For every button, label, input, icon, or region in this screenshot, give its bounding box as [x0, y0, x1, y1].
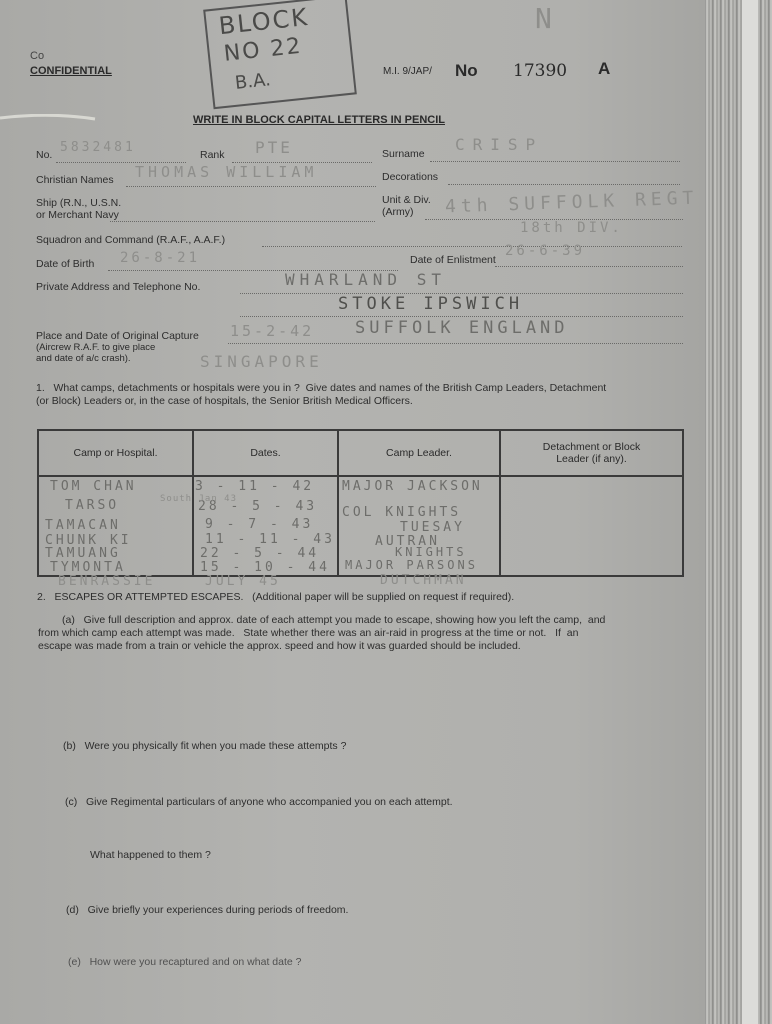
- rank-label: Rank: [200, 149, 225, 161]
- confidential-label: CONFIDENTIAL: [30, 65, 112, 77]
- page-edge-sheet: [742, 0, 758, 1024]
- decorations-label: Decorations: [382, 171, 439, 183]
- no-value: 5832481: [60, 140, 136, 155]
- date-6: 15 - 10 - 44: [200, 560, 330, 575]
- date-1: 3 - 11 - 42: [195, 479, 315, 494]
- capture-label-2: (Aircrew R.A.F. to give place: [36, 342, 156, 353]
- date-5: 22 - 5 - 44: [200, 546, 320, 561]
- leader-6: MAJOR PARSONS: [345, 558, 478, 572]
- serial-suffix: A: [598, 59, 611, 78]
- header-dates: Dates.: [193, 430, 338, 476]
- camp-6: TYMONTA: [50, 560, 126, 575]
- leader-4: AUTRAN: [375, 534, 440, 549]
- block-stamp: [203, 0, 357, 109]
- camp-7: BENRASSIE: [58, 574, 156, 589]
- enlistment-label: Date of Enlistment: [410, 254, 496, 266]
- date-2: 28 - 5 - 43: [198, 499, 318, 514]
- surname-label: Surname: [382, 148, 425, 160]
- address-value-2: STOKE IPSWICH: [338, 294, 524, 314]
- address-value-1: WHARLAND ST: [285, 270, 446, 289]
- leader-1: MAJOR JACKSON: [342, 479, 483, 494]
- form-reference: M.I. 9/JAP/: [383, 66, 432, 77]
- unit-value-2: 18th DIV.: [520, 220, 623, 236]
- no-label: No.: [36, 149, 53, 161]
- question-2-heading: 2. ESCAPES OR ATTEMPTED ESCAPES. (Additional paper will be supplied on request if required).: [37, 591, 515, 603]
- stamp-ba: B.A.: [233, 69, 272, 94]
- christian-names-value: THOMAS WILLIAM: [135, 163, 318, 181]
- stamp-block: BLOCK: [217, 2, 311, 41]
- christian-names-line: [126, 186, 376, 187]
- camp-3: TAMACAN: [45, 518, 121, 533]
- question-2d: (d) Give briefly your experiences during periods of freedom.: [66, 904, 349, 916]
- surname-line: [430, 161, 680, 162]
- camp-2: TARSO: [65, 498, 120, 513]
- enlistment-line: [495, 266, 683, 267]
- question-2b: (b) Were you physically fit when you made these attempts ?: [63, 740, 347, 752]
- page-edges: [705, 0, 772, 1024]
- south-annotation: South Jan 43: [160, 494, 238, 504]
- christian-names-label: Christian Names: [36, 174, 114, 186]
- capture-line: [228, 343, 683, 344]
- camp-4: CHUNK KI: [45, 533, 132, 548]
- squadron-line: [262, 246, 682, 247]
- ship-label-2: or Merchant Navy: [36, 209, 119, 221]
- ship-line: [110, 221, 375, 222]
- capture-label-3: and date of a/c crash).: [36, 353, 131, 364]
- question-2a-line-3: escape was made from a train or vehicle the approx. speed and how it was guarded should be included.: [38, 640, 521, 652]
- question-2c-followup: What happened to them ?: [90, 849, 211, 861]
- question-2c: (c) Give Regimental particulars of anyone who accompanied you on each attempt.: [65, 796, 453, 808]
- instruction-heading: WRITE IN BLOCK CAPITAL LETTERS IN PENCIL: [193, 114, 445, 126]
- ship-label-1: Ship (R.N., U.S.N.: [36, 197, 122, 209]
- dob-value: 26-8-21: [120, 250, 201, 266]
- decorations-line: [448, 184, 680, 185]
- camp-1: TOM CHAN: [50, 479, 137, 494]
- unit-label-1: Unit & Div.: [382, 194, 431, 206]
- unit-value-1: 4th SUFFOLK REGT: [444, 187, 699, 218]
- serial-number: 17390: [513, 61, 568, 81]
- number-label: No: [455, 61, 478, 80]
- enlistment-value: 26-6-39: [505, 243, 586, 259]
- address-value-3: SUFFOLK ENGLAND: [355, 318, 569, 338]
- leader-5: KNIGHTS: [395, 545, 467, 559]
- camps-table: [37, 429, 684, 577]
- capture-place-value: SINGAPORE: [200, 352, 323, 371]
- capture-date-value: 15-2-42: [230, 322, 315, 340]
- rank-value: PTE: [255, 138, 293, 157]
- date-4: 11 - 11 - 43: [205, 532, 335, 547]
- capture-label-1: Place and Date of Original Capture: [36, 330, 199, 342]
- header-camp-leader: Camp Leader.: [338, 430, 500, 476]
- corner-mark: N: [535, 2, 555, 35]
- camp-5: TAMUANG: [45, 546, 121, 561]
- address-label: Private Address and Telephone No.: [36, 281, 201, 293]
- question-2e: (e) How were you recaptured and on what date ?: [68, 956, 302, 968]
- leader-3: TUESAY: [400, 520, 465, 535]
- stamp-number: NO 22: [222, 33, 304, 67]
- question-1-line-2: (or Block) Leaders or, in the case of hospitals, the Senior British Medical Officers.: [36, 395, 413, 407]
- dob-label: Date of Birth: [36, 258, 95, 270]
- address-line-2: [240, 316, 683, 317]
- unit-label-2: (Army): [382, 206, 414, 218]
- leader-7: DUTCHMAN: [380, 573, 467, 588]
- header-detachment-leader: Detachment or Block Leader (if any).: [500, 430, 683, 476]
- surname-value: CRISP: [455, 135, 544, 154]
- date-3: 9 - 7 - 43: [205, 517, 314, 532]
- header-camp: Camp or Hospital.: [38, 430, 193, 476]
- squadron-label: Squadron and Command (R.A.F., A.A.F.): [36, 234, 226, 246]
- leader-2: COL KNIGHTS: [342, 505, 462, 520]
- string-tie: [0, 114, 100, 122]
- co-mark: Co: [30, 50, 45, 62]
- date-7: JULY 45: [205, 574, 281, 589]
- question-1-line-1: 1. What camps, detachments or hospitals were you in ? Give dates and names of the British Camp Leaders, Detachment: [36, 382, 607, 394]
- question-2a-line-1: (a) Give full description and approx. date of each attempt you made to escape, showing how you left the camp, and: [62, 614, 606, 626]
- question-2a-line-2: from which camp each attempt was made. State whether there was an air-raid in progress at the time or not. If an: [38, 627, 579, 639]
